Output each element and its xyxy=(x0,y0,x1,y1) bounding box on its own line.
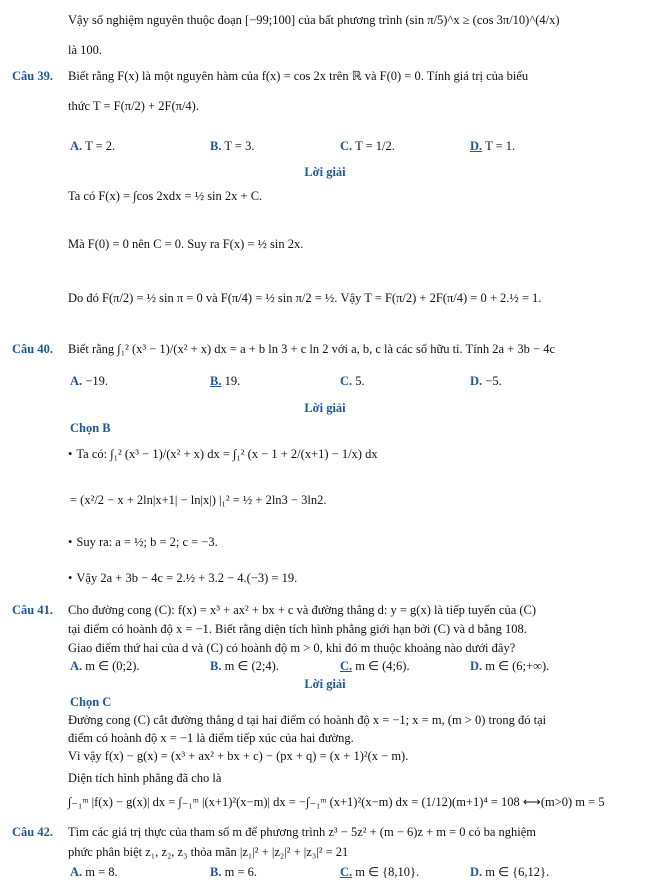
q42-option-b xyxy=(210,866,257,879)
question-39-number: Câu 39. xyxy=(12,69,53,83)
q41-answer-choice: Chọn C xyxy=(70,695,112,709)
q41-solution-line-5: ∫₋₁ᵐ |f(x) − g(x)| dx = ∫₋₁ᵐ |(x+1)²(x−m)| dx = −∫₋₁ᵐ (x+1)²(x−m) dx = (1/12)(m+1)⁴ = 108 ⟷(m>0) m = 5 xyxy=(68,795,605,809)
option-text: m ∈ (6;+∞). xyxy=(485,659,550,673)
q41-solution-line-1: Đường cong (C) cắt đường thẳng d tại hai điểm có hoành độ x = −1; x = m, (m > 0) trong đó tại xyxy=(68,713,547,727)
q39-solution-line-3: Do đó F(π/2) = ½ sin π = 0 và F(π/4) = ½ sin π/2 = ½. Vậy T = F(π/2) + 2F(π/4) = 0 + 2.½ = 1. xyxy=(68,291,542,305)
option-letter: D. xyxy=(470,659,483,673)
question-42-line-2: phức phân biệt z₁, z₂, z₃ thỏa mãn |z₁|² + |z₂|² + |z₃|² = 21 xyxy=(68,845,349,859)
option-text: m = 6. xyxy=(224,865,257,879)
question-41-line-2: tại điểm có hoành độ x = −1. Biết rằng diện tích hình phẳng giới hạn bởi (C) và d bằng 108. xyxy=(68,622,527,636)
question-41-line-1: Cho đường cong (C): f(x) = x³ + ax² + bx + c và đường thẳng d: y = g(x) là tiếp tuyến của (C) xyxy=(68,603,537,617)
option-letter-correct: C. xyxy=(340,659,353,673)
question-42-line-1: Tìm các giá trị thực của tham số m để phương trình z³ − 5z² + (m − 6)z + m = 0 có ba nghiệm xyxy=(68,825,536,839)
q40-answer-choice: Chọn B xyxy=(70,421,111,435)
q40-option-a xyxy=(70,375,108,388)
q40-solution-title: Lời giải xyxy=(304,401,346,415)
q41-solution-line-2: điểm có hoành độ x = −1 là điểm tiếp xúc của hai đường. xyxy=(68,731,354,745)
question-40-line-1: Biết rằng ∫₁² (x³ − 1)/(x² + x) dx = a + b ln 3 + c ln 2 với a, b, c là các số hữu tỉ. Tính 2a + 3b − 4c xyxy=(68,342,555,356)
bullet-icon: • xyxy=(68,447,73,461)
q40-option-c xyxy=(340,375,365,388)
option-text: m = 8. xyxy=(85,865,118,879)
intro-line-2: là 100. xyxy=(68,43,103,57)
option-letter: D. xyxy=(470,374,483,388)
question-41-line-3: Giao điểm thứ hai của d và (C) có hoành độ m > 0, khi đó m thuộc khoảng nào dưới đây? xyxy=(68,641,516,655)
question-40-number: Câu 40. xyxy=(12,342,53,356)
q40-solution-line-4 xyxy=(68,572,297,585)
question-39-line-2: thức T = F(π/2) + 2F(π/4). xyxy=(68,99,199,113)
q39-option-d xyxy=(470,140,515,153)
option-text: m ∈ (0;2). xyxy=(85,659,140,673)
question-42-number: Câu 42. xyxy=(12,825,53,839)
q42-option-a xyxy=(70,866,118,879)
q39-option-b xyxy=(210,140,254,153)
option-text: m ∈ {8,10}. xyxy=(355,865,420,879)
option-text: m ∈ {6,12}. xyxy=(485,865,550,879)
q40-solution-line-2: = (x²/2 − x + 2ln|x+1| − ln|x|) |₁² = ½ + 2ln3 − 3ln2. xyxy=(70,493,327,507)
question-41-number: Câu 41. xyxy=(12,603,53,617)
option-letter: B. xyxy=(210,865,222,879)
q40-option-b xyxy=(210,375,240,388)
bullet-icon: • xyxy=(68,571,73,585)
intro-line-1: Vậy số nghiệm nguyên thuộc đoạn [−99;100] của bất phương trình (sin π/5)^x ≥ (cos 3π/10)^(4/x) xyxy=(68,13,560,27)
option-text: m ∈ (2;4). xyxy=(224,659,279,673)
option-text: m ∈ (4;6). xyxy=(355,659,410,673)
option-text: 5. xyxy=(355,374,365,388)
option-letter: C. xyxy=(340,139,353,153)
q42-option-c xyxy=(340,866,419,879)
q41-option-d xyxy=(470,660,549,673)
question-39-line-1: Biết rằng F(x) là một nguyên hàm của f(x) = cos 2x trên ℝ và F(0) = 0. Tính giá trị của biểu xyxy=(68,69,529,83)
option-letter: B. xyxy=(210,139,222,153)
q41-solution-line-3: Vì vậy f(x) − g(x) = (x³ + ax² + bx + c) − (px + q) = (x + 1)²(x − m). xyxy=(68,749,409,763)
q41-option-b xyxy=(210,660,279,673)
option-letter-correct: B. xyxy=(210,374,222,388)
q40-solution-text-3: Suy ra: a = ½; b = 2; c = −3. xyxy=(76,535,218,549)
option-text: T = 2. xyxy=(85,139,116,153)
option-letter-correct: C. xyxy=(340,865,353,879)
option-letter: A. xyxy=(70,865,83,879)
option-text: −19. xyxy=(85,374,108,388)
option-letter: A. xyxy=(70,139,83,153)
option-text: T = 1. xyxy=(485,139,516,153)
q39-solution-line-2: Mà F(0) = 0 nên C = 0. Suy ra F(x) = ½ sin 2x. xyxy=(68,237,304,251)
q41-option-a xyxy=(70,660,140,673)
bullet-icon: • xyxy=(68,535,73,549)
q39-option-c xyxy=(340,140,395,153)
option-letter: B. xyxy=(210,659,222,673)
q40-solution-text-1: Ta có: ∫₁² (x³ − 1)/(x² + x) dx = ∫₁² (x − 1 + 2/(x+1) − 1/x) dx xyxy=(76,447,378,461)
option-text: 19. xyxy=(224,374,241,388)
q40-solution-text-4: Vậy 2a + 3b − 4c = 2.½ + 3.2 − 4.(−3) = 19. xyxy=(76,571,298,585)
option-text: T = 1/2. xyxy=(355,139,395,153)
option-letter-correct: D. xyxy=(470,139,483,153)
q41-solution-line-4: Diện tích hình phẳng đã cho là xyxy=(68,771,222,785)
option-letter: A. xyxy=(70,374,83,388)
q39-solution-line-1: Ta có F(x) = ∫cos 2xdx = ½ sin 2x + C. xyxy=(68,189,263,203)
option-text: T = 3. xyxy=(224,139,255,153)
option-letter: A. xyxy=(70,659,83,673)
q39-solution-title: Lời giải xyxy=(304,165,346,179)
q42-option-d xyxy=(470,866,549,879)
option-text: −5. xyxy=(485,374,502,388)
q39-option-a xyxy=(70,140,115,153)
option-letter: C. xyxy=(340,374,353,388)
q40-option-d xyxy=(470,375,502,388)
q40-solution-line-1 xyxy=(68,448,378,461)
q40-solution-line-3 xyxy=(68,536,218,549)
q41-option-c xyxy=(340,660,410,673)
option-letter: D. xyxy=(470,865,483,879)
q41-solution-title: Lời giải xyxy=(304,677,346,691)
